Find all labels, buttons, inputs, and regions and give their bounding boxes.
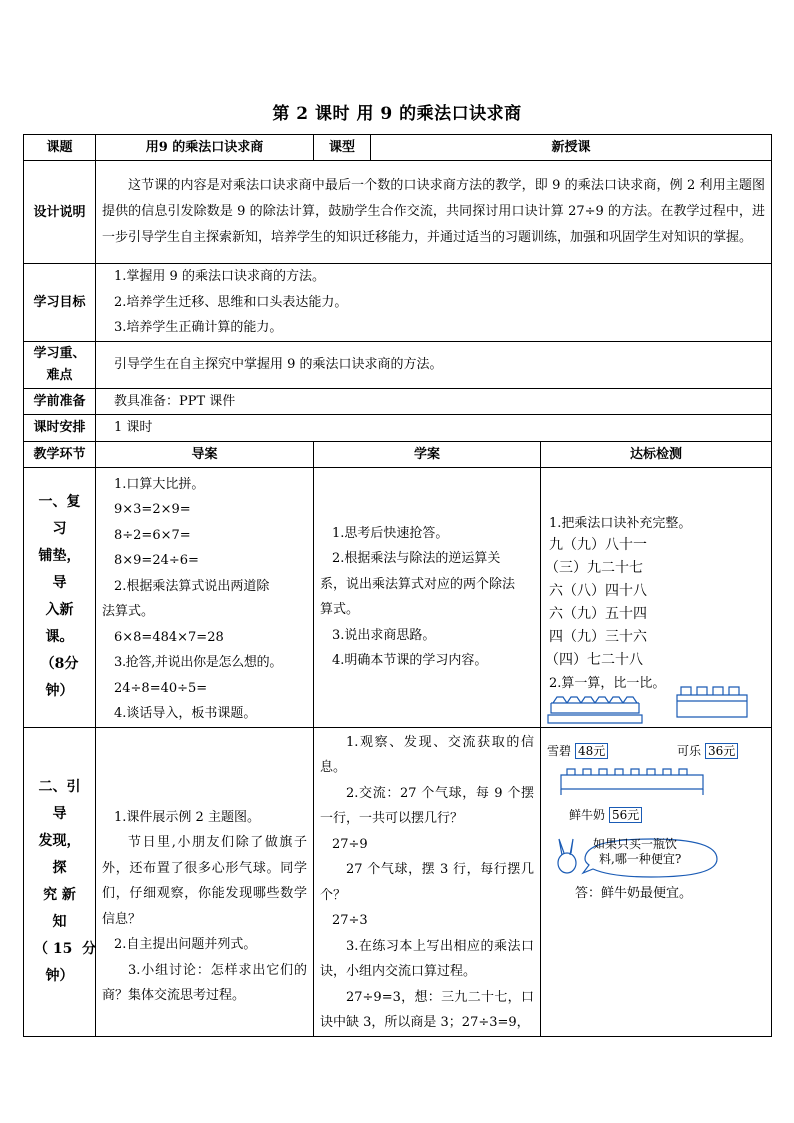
phase1-study: [314, 467, 541, 727]
focus-label: [24, 341, 96, 388]
check-answer: 答：鲜牛奶最便宜。: [575, 885, 693, 901]
guide-line: 2.根据乘法算式说出两道除: [114, 578, 270, 594]
rhyme-line: 六（八）四十八: [549, 583, 647, 599]
guide-line: 6×8=484×7=28: [114, 629, 224, 645]
product-milk: [569, 803, 642, 828]
col-phase: 教学环节: [24, 441, 96, 467]
guide-line: 1.口算大比拼。: [114, 476, 205, 492]
goal-item: 1.掌握用 9 的乘法口诀求商的方法。: [114, 269, 325, 284]
guide-line: 3.抢答,并说出你是怎么想的。: [114, 655, 283, 670]
phase2-label-line: （ 15 分: [34, 940, 97, 957]
phase2-label-line: 究 新 知: [43, 886, 76, 930]
study-line: 算式。: [320, 602, 360, 617]
guide-paragraph: 3.小组讨论：怎样求出它们的商？集体交流思考过程。: [102, 962, 307, 1003]
bubble-line: 料,哪一种便宜?: [599, 851, 682, 866]
study-line: 2.根据乘法与除法的逆运算关: [332, 551, 501, 566]
study-paragraph: 27 个气球，摆 3 行，每行摆几个？: [320, 862, 534, 903]
lesson-plan-table: [23, 134, 772, 1037]
design-row: [24, 161, 772, 264]
price-box: 48元: [575, 743, 608, 759]
rhyme-line: 六（九）五十四: [549, 606, 647, 622]
focus-row: [24, 341, 772, 388]
product-cola: [677, 739, 738, 764]
schedule-text: 1 课时: [114, 420, 153, 435]
rhyme-line: 九（九）八十一: [549, 537, 647, 553]
schedule-label: 课时安排: [24, 415, 96, 442]
design-text: 这节课的内容是对乘法口诀求商中最后一个数的口诀求商方法的教学，即 9 的乘法口诀求商，例 2 利用主题图提供的信息引发除数是 9 的除法计算，鼓励学生合作交流，共同探讨用口诀计算 27÷9 的方法。在教学过程中，进一步引导学生自主探索新知，培养学生的知识迁移能力，并通过适当的习题训练，加强和巩固学生对知识的掌握。: [102, 178, 766, 245]
focus-text: 引导学生在自主探究中掌握用 9 的乘法口诀求商的方法。: [114, 356, 443, 372]
study-line: 1.思考后快速抢答。: [332, 525, 449, 541]
focus-label-line2: 难点: [46, 367, 73, 383]
goal-item: 3.培养学生正确计算的能力。: [114, 320, 283, 335]
guide-line: 24÷8=40÷5=: [114, 680, 208, 696]
phase1-label-line: 入新课。: [45, 602, 74, 645]
product-name: 可乐: [677, 743, 702, 758]
check-question-1: 1.把乘法口诀补充完整。: [549, 516, 692, 531]
schedule-cell: [96, 415, 772, 442]
page-title: 第 2 课时 用 9 的乘法口诀求商: [272, 104, 522, 124]
type-label: 课型: [314, 135, 371, 161]
focus-cell: [96, 341, 772, 388]
guide-line: 9×3=2×9=: [114, 502, 191, 517]
col-guide: 导案: [96, 441, 314, 467]
rhyme-line: （三）九二十七: [545, 560, 643, 576]
phase1-row: [24, 467, 772, 727]
sprite-crate-illustration: [547, 693, 645, 725]
phase2-label-line: 发现，探: [38, 832, 81, 876]
column-header-row: [24, 441, 772, 467]
guide-line: 2.自主提出问题并列式。: [114, 937, 257, 952]
bubble-text: [593, 837, 681, 867]
schedule-row: [24, 415, 772, 442]
header-row: [24, 135, 772, 161]
study-paragraph: 1.观察、发现、交流获取的信息。: [320, 734, 534, 775]
phase1-label-line: 一、复习: [38, 494, 81, 537]
product-name: 鲜牛奶: [569, 807, 606, 822]
guide-line: 4.谈话导入，板书课题。: [114, 706, 257, 721]
type-value: 新授课: [371, 135, 772, 161]
phase2-label-line: 钟）: [45, 967, 74, 984]
goals-cell: [96, 264, 772, 342]
col-study: 学案: [314, 441, 541, 467]
study-paragraph: 2.交流：27 个气球，每 9 个摆一行，一共可以摆几行？: [320, 785, 534, 826]
phase2-row: [24, 727, 772, 1036]
phase1-guide: [96, 467, 314, 727]
phase1-check: [541, 467, 772, 727]
check-question-2: 2.算一算，比一比。: [549, 676, 666, 691]
guide-line: 1.课件展示例 2 主题图。: [114, 809, 260, 825]
price-box: 56元: [609, 807, 642, 823]
phase1-label: [24, 467, 96, 727]
prep-label: 学前准备: [24, 388, 96, 415]
goals-label: 学习目标: [24, 264, 96, 342]
topic-label: 课题: [24, 135, 96, 161]
phase1-label-line: 铺垫，导: [38, 548, 81, 591]
product-sprite: [547, 739, 608, 764]
col-check: 达标检测: [541, 441, 772, 467]
goals-row: [24, 264, 772, 342]
guide-line: 法算式。: [102, 604, 155, 619]
milk-crate-illustration: [559, 765, 707, 799]
product-name: 雪碧: [547, 743, 572, 758]
study-line: 27÷3: [332, 913, 368, 928]
topic-value: 用9 的乘法口诀求商: [96, 135, 314, 161]
goal-item: 2.培养学生迁移、思维和口头表达能力。: [114, 294, 348, 310]
phase2-check: [541, 727, 772, 1036]
cola-crate-illustration: [675, 683, 749, 723]
rhyme-line: （四）七二十八: [545, 652, 643, 668]
rhyme-line: 四（九）三十六: [549, 629, 647, 645]
phase2-guide: [96, 727, 314, 1036]
focus-label-line1: 学习重、: [33, 345, 86, 361]
guide-paragraph: 节日里,小朋友们除了做旗子外，还布置了很多心形气球。同学们，仔细观察，你能发现哪些数学信息？: [102, 835, 307, 927]
prep-text: 教具准备：PPT 课件: [114, 393, 236, 409]
guide-line: 8÷2=6×7=: [114, 527, 191, 543]
phase1-label-line: （8分钟）: [40, 656, 79, 699]
study-line: 3.说出求商思路。: [332, 627, 436, 643]
check-panel: [541, 473, 771, 721]
study-paragraph: 3.在练习本上写出相应的乘法口诀，小组内交流口算过程。: [320, 938, 534, 979]
prep-cell: [96, 388, 772, 415]
study-line: 系，说出乘法算式对应的两个除法: [320, 576, 516, 592]
design-label: 设计说明: [24, 161, 96, 264]
guide-line: 8×9=24÷6=: [114, 553, 199, 568]
design-cell: [96, 161, 772, 264]
study-line: 4.明确本节课的学习内容。: [332, 653, 488, 668]
phase2-label-line: 二、引导: [38, 778, 81, 822]
phase2-label: [24, 727, 96, 1036]
phase2-study: [314, 727, 541, 1036]
study-paragraph: 27÷9=3，想：三九二十七，口诀中缺 3，所以商是 3；27÷3=9，: [320, 989, 534, 1030]
prep-row: [24, 388, 772, 415]
price-box: 36元: [705, 743, 738, 759]
bubble-line: 如果只买一瓶饮: [593, 836, 678, 851]
study-line: 27÷9: [332, 836, 368, 852]
